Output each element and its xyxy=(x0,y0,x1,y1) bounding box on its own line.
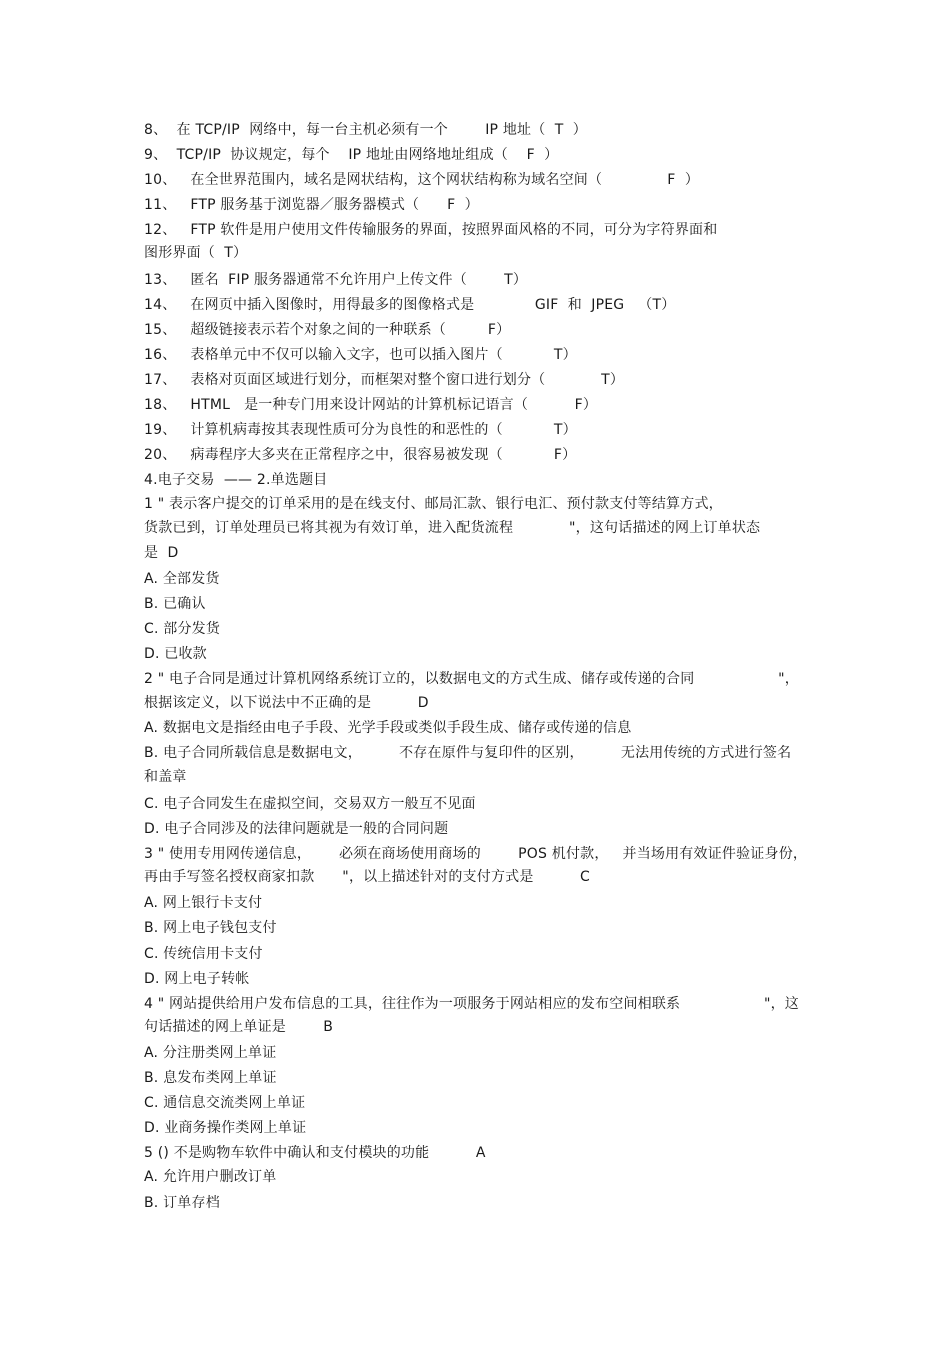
option-2d: D. 电子合同涉及的法律问题就是一般的合同问题 xyxy=(144,821,449,837)
question-1-line-3: 是 D xyxy=(144,545,179,561)
option-5b: B. 订单存档 xyxy=(144,1195,220,1211)
option-2b-cont: 和盖章 xyxy=(144,769,187,785)
option-1a: A. 全部发货 xyxy=(144,571,220,587)
option-3a: A. 网上银行卡支付 xyxy=(144,895,263,911)
question-1-line-2: 货款已到，订单处理员已将其视为有效订单，进入配货流程 "，这句话描述的网上订单状态 xyxy=(144,520,761,536)
option-4a: A. 分注册类网上单证 xyxy=(144,1045,277,1061)
question-1-line-1: 1 " 表示客户提交的订单采用的是在线支付、邮局汇款、银行电汇、预付款支付等结算方式， xyxy=(144,496,723,512)
tf-item-12-cont: 图形界面（ T） xyxy=(144,245,248,261)
option-3c: C. 传统信用卡支付 xyxy=(144,946,263,962)
question-3-line-1: 3 " 使用专用网传递信息， 必须在商场使用商场的 POS 机付款， 并当场用有效证件验证身份， xyxy=(144,846,808,862)
question-4-line-2: 句话描述的网上单证是 B xyxy=(144,1019,334,1035)
option-1d: D. 已收款 xyxy=(144,646,207,662)
section-title: 4.电子交易 —— 2.单选题目 xyxy=(144,472,328,488)
tf-item-11: 11、 FTP 服务基于浏览器／服务器模式（ F ） xyxy=(144,197,479,213)
tf-item-14: 14、 在网页中插入图像时，用得最多的图像格式是 GIF 和 JPEG （T） xyxy=(144,297,676,313)
option-1c: C. 部分发货 xyxy=(144,621,221,637)
tf-item-16: 16、 表格单元中不仅可以输入文字，也可以插入图片（ T） xyxy=(144,347,577,363)
tf-item-12: 12、 FTP 软件是用户使用文件传输服务的界面，按照界面风格的不同，可分为字符界面和 xyxy=(144,222,718,238)
option-4c: C. 通信息交流类网上单证 xyxy=(144,1095,306,1111)
option-4d: D. 业商务操作类网上单证 xyxy=(144,1120,307,1136)
tf-item-15: 15、 超级链接表示若个对象之间的一种联系（ F） xyxy=(144,322,511,338)
option-1b: B. 已确认 xyxy=(144,596,206,612)
tf-item-18: 18、 HTML 是一种专门用来设计网站的计算机标记语言（ F） xyxy=(144,397,598,413)
option-2b: B. 电子合同所载信息是数据电文， 不存在原件与复印件的区别， 无法用传统的方式进行签名 xyxy=(144,745,792,761)
option-4b: B. 息发布类网上单证 xyxy=(144,1070,277,1086)
tf-item-13: 13、 匿名 FIP 服务器通常不允许用户上传文件（ T） xyxy=(144,272,528,288)
tf-item-17: 17、 表格对页面区域进行划分，而框架对整个窗口进行划分（ T） xyxy=(144,372,625,388)
tf-item-9: 9、 TCP/IP 协议规定，每个 IP 地址由网络地址组成（ F ） xyxy=(144,147,559,163)
tf-item-8: 8、 在 TCP/IP 网络中，每一台主机必须有一个 IP 地址（ T ） xyxy=(144,122,587,138)
question-2-line-1: 2 " 电子合同是通过计算机网络系统订立的，以数据电文的方式生成、储存或传递的合同 "， xyxy=(144,671,799,687)
option-2a: A. 数据电文是指经由电子手段、光学手段或类似手段生成、储存或传递的信息 xyxy=(144,720,632,736)
option-5a: A. 允许用户删改订单 xyxy=(144,1169,277,1185)
tf-item-19: 19、 计算机病毒按其表现性质可分为良性的和恶性的（ T） xyxy=(144,422,577,438)
question-4-line-1: 4 " 网站提供给用户发布信息的工具，往往作为一项服务于网站相应的发布空间相联系 "，这 xyxy=(144,996,799,1012)
option-3b: B. 网上电子钱包支付 xyxy=(144,920,277,936)
question-5-line-1: 5 () 不是购物车软件中确认和支付模块的功能 A xyxy=(144,1145,486,1161)
tf-item-10: 10、 在全世界范围内，域名是网状结构，这个网状结构称为域名空间（ F ） xyxy=(144,172,700,188)
tf-item-20: 20、 病毒程序大多夹在正常程序之中，很容易被发现（ F） xyxy=(144,447,577,463)
option-2c: C. 电子合同发生在虚拟空间，交易双方一般互不见面 xyxy=(144,796,476,812)
question-2-line-2: 根据该定义，以下说法中不正确的是 D xyxy=(144,695,429,711)
option-3d: D. 网上电子转帐 xyxy=(144,971,250,987)
question-3-line-2: 再由手写签名授权商家扣款 "，以上描述针对的支付方式是 C xyxy=(144,869,591,885)
